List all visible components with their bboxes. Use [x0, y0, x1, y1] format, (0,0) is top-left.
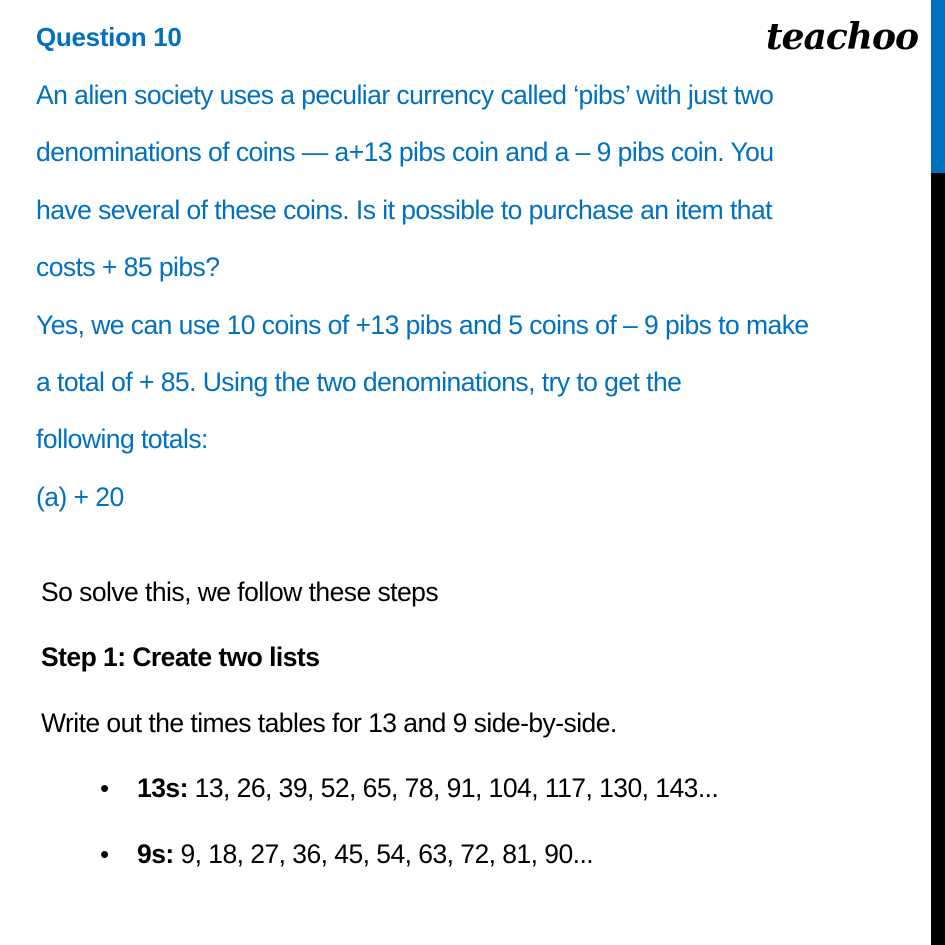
- question-title: Question 10: [36, 22, 182, 52]
- bullet-icon: •: [100, 773, 110, 803]
- question-line: denominations of coins — a+13 pibs coin and a – 9 pibs coin. You: [36, 137, 774, 167]
- step1-heading-text: Step 1: Create two lists: [41, 642, 320, 672]
- side-accent-bar: [931, 0, 945, 173]
- question-line: Yes, we can use 10 coins of +13 pibs and 5 coins of – 9 pibs to make: [36, 310, 809, 340]
- step1-heading: [41, 642, 319, 673]
- question-line: have several of these coins. Is it possible to purchase an item that: [36, 195, 772, 225]
- bullet-icon: •: [100, 839, 110, 869]
- list-values: 9, 18, 27, 36, 45, 54, 63, 72, 81, 90...: [173, 839, 594, 869]
- question-line: An alien society uses a peculiar currency called ‘pibs’ with just two: [36, 80, 774, 110]
- list-item-13s: [137, 773, 718, 804]
- question-line: costs + 85 pibs?: [36, 252, 220, 282]
- question-line: a total of + 85. Using the two denominations, try to get the: [36, 367, 682, 397]
- side-dark-bar: [931, 173, 945, 945]
- list-values: 13, 26, 39, 52, 65, 78, 91, 104, 117, 130, 143...: [187, 773, 719, 803]
- list-item-9s: [137, 839, 593, 870]
- teachoo-logo: teachoo: [766, 16, 918, 58]
- step1-text: Write out the times tables for 13 and 9 side-by-side.: [41, 708, 617, 738]
- question-line: following totals:: [36, 424, 208, 454]
- solution-intro: So solve this, we follow these steps: [41, 577, 439, 607]
- list-label: 13s:: [137, 773, 188, 803]
- question-part-a: (a) + 20: [36, 482, 124, 512]
- list-label: 9s:: [137, 839, 174, 869]
